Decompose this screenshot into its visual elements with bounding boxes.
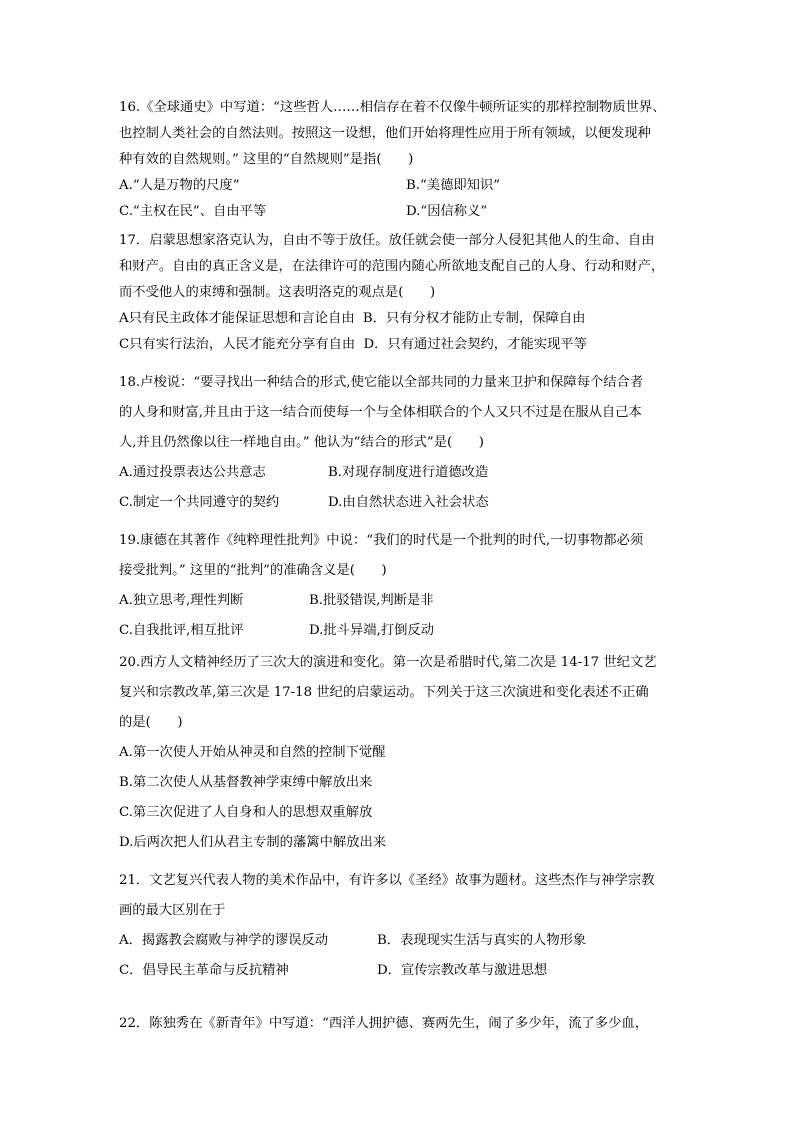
- question-17-stem-line-1: 17．启蒙思想家洛克认为，自由不等于放任。放任就会使一部分人侵犯其他人的生命、自由: [119, 233, 655, 248]
- question-16-option-a: A.“人是万物的尺度”: [119, 178, 240, 193]
- question-16-options-row-1: [119, 173, 689, 199]
- question-16-option-b: B.“美德即知识”: [406, 178, 501, 193]
- question-17-stem-line-3: 而不受他人的束缚和强制。这表明洛克的观点是( ): [119, 285, 436, 300]
- question-20-option-d: D.后两次把人们从君主专制的藩篱中解放出来: [119, 835, 387, 850]
- question-20-stem-line-1: 20.西方人文精神经历了三次大的演进和变化。第一次是希腊时代,第二次是 14-17 世纪文艺: [119, 655, 657, 670]
- question-19-stem-line-2: 接受批判。” 这里的“批判”的准确含义是( ): [119, 563, 387, 578]
- question-17-stem-line-2: 和财产。自由的真正含义是，在法律许可的范围内随心所欲地支配自己的人身、行动和财产，: [119, 259, 665, 274]
- question-21-stem-line-1: 21．文艺复兴代表人物的美术作品中，有许多以《圣经》故事为题材。这些杰作与神学宗教: [119, 873, 655, 888]
- question-17: [119, 228, 689, 358]
- question-16: [119, 95, 689, 225]
- question-21-option-d: D．宣传宗教改革与激进思想: [377, 963, 548, 978]
- question-16-option-c: C.“主权在民”、自由平等: [119, 204, 267, 219]
- question-20-option-b: B.第二次使人从基督教神学束缚中解放出来: [119, 775, 373, 790]
- question-19-options-row-2: [119, 616, 689, 646]
- question-18-stem-line-2: 的人身和财富,并且由于这一结合而使每一个与全体相联合的个人又只不过是在服从自己本: [119, 405, 642, 420]
- question-16-option-d: D.“因信称义”: [406, 204, 488, 219]
- question-19-option-b: B.批驳错误,判断是非: [309, 593, 434, 608]
- question-16-options-row-2: [119, 199, 689, 225]
- question-17-option-c: C只有实行法治，人民才能充分享有自由: [119, 337, 356, 352]
- question-20-option-a: A.第一次使人开始从神灵和自然的控制下觉醒: [119, 745, 386, 760]
- question-22-stem-line-1: 22．陈独秀在《新青年》中写道：“西洋人拥护德、赛两先生，闹了多少年，流了多少血，: [119, 1016, 648, 1031]
- question-18-options-row-1: [119, 458, 689, 488]
- question-18-option-b: B.对现存制度进行道德改造: [328, 465, 489, 480]
- question-17-option-b: B．只有分权才能防止专制，保障自由: [362, 311, 586, 326]
- question-21-stem-line-2: 画的最大区别在于: [119, 903, 226, 918]
- question-19-option-c: C.自我批评,相互批评: [119, 623, 244, 638]
- question-19-option-a: A.独立思考,理性判断: [119, 593, 244, 608]
- question-18-stem-line-3: 人,并且仍然像以往一样地自由。” 他认为“结合的形式”是( ): [119, 435, 484, 450]
- question-20: [119, 648, 689, 858]
- question-19: [119, 526, 689, 646]
- question-17-options-row-2: [119, 332, 689, 358]
- question-22: [119, 1011, 689, 1037]
- question-18-options-row-2: [119, 488, 689, 518]
- question-21-option-c: C．倡导民主革命与反抗精神: [119, 963, 289, 978]
- question-17-option-d: D．只有通过社会契约，才能实现平等: [363, 337, 587, 352]
- question-18-option-c: C.制定一个共同遵守的契约: [119, 495, 280, 510]
- question-21-option-b: B．表现现实生活与真实的人物形象: [377, 933, 587, 948]
- question-16-stem-line-3: 种有效的自然规则。” 这里的“自然规则”是指( ): [119, 152, 414, 167]
- question-17-options-row-1: [119, 306, 689, 332]
- question-18-option-a: A.通过投票表达公共意志: [119, 465, 266, 480]
- question-17-option-a: A只有民主政体才能保证思想和言论自由: [119, 311, 355, 326]
- question-20-option-c: C.第三次促进了人自身和人的思想双重解放: [119, 805, 373, 820]
- question-18-option-d: D.由自然状态进入社会状态: [328, 495, 489, 510]
- question-19-option-d: D.批斗异端,打倒反动: [309, 623, 435, 638]
- question-19-options-row-1: [119, 586, 689, 616]
- question-21-option-a: A．揭露教会腐败与神学的谬误反动: [119, 933, 329, 948]
- question-20-stem-line-2: 复兴和宗教改革,第三次是 17-18 世纪的启蒙运动。下列关于这三次演进和变化表述不正确: [119, 685, 649, 700]
- question-20-stem-line-3: 的是( ): [119, 715, 183, 730]
- question-16-stem-line-1: 16.《全球通史》中写道：“这些哲人……相信存在着不仅像牛顿所证实的那样控制物质世界、: [119, 100, 666, 115]
- question-19-stem-line-1: 19.康德在其著作《纯粹理性批判》中说：“我们的时代是一个批判的时代,一切事物都必须: [119, 533, 644, 548]
- question-21-options-row-2: [119, 956, 689, 986]
- question-16-stem-line-2: 也控制人类社会的自然法则。按照这一设想，他们开始将理性应用于所有领域，以便发现种: [119, 126, 651, 141]
- question-18: [119, 368, 689, 518]
- question-21-options-row-1: [119, 926, 689, 956]
- question-21: [119, 866, 689, 986]
- question-18-stem-line-1: 18.卢梭说：“要寻找出一种结合的形式,使它能以全部共同的力量来卫护和保障每个结合者: [119, 375, 644, 390]
